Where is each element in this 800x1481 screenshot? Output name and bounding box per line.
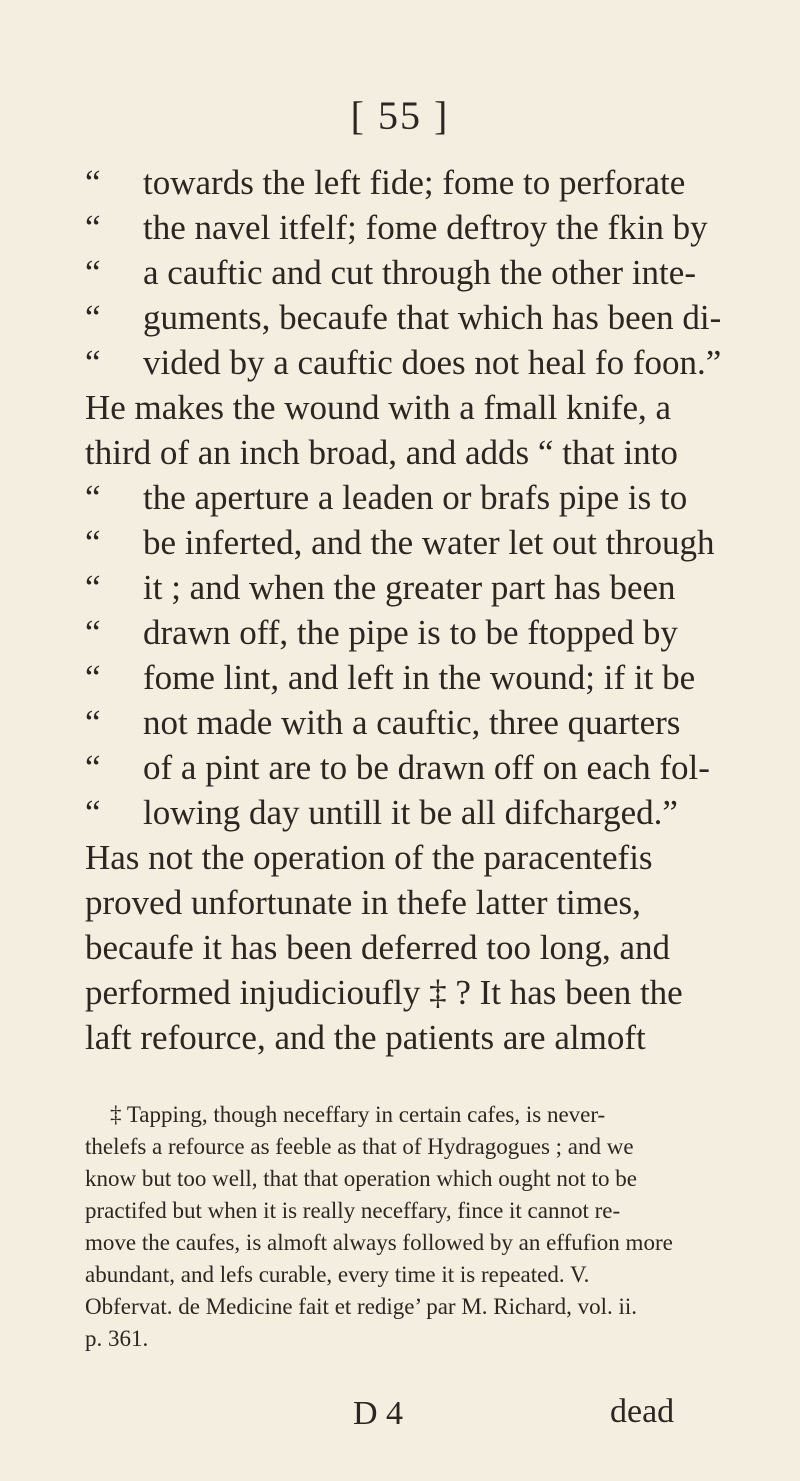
quote-mark: “ — [85, 208, 101, 247]
body-line — [85, 836, 653, 880]
quote-mark: “ — [85, 343, 101, 382]
body-line-text: the aperture a leaden or brafs pipe is to — [143, 478, 688, 517]
body-line — [85, 701, 680, 745]
page-number-header: [ 55 ] — [350, 93, 450, 138]
quote-mark: “ — [85, 613, 101, 652]
body-line-text: proved unfortunate in thefe latter times, — [85, 883, 641, 922]
body-line-text: towards the left fide; fome to perforate — [143, 163, 686, 202]
body-line — [85, 341, 721, 385]
body-line — [85, 971, 683, 1015]
body-line — [85, 296, 721, 340]
body-line — [85, 881, 641, 925]
footnote-line: Obfervat. de Medicine fait et redige’ par M. Richard, vol. ii. — [85, 1294, 638, 1319]
body-line-text: lowing day untill it be all difcharged.” — [143, 793, 678, 832]
body-line — [85, 746, 710, 790]
body-line — [85, 161, 685, 205]
body-line — [85, 566, 676, 610]
body-line — [85, 476, 687, 520]
body-line-text: be inferted, and the water let out through — [143, 523, 715, 562]
body-line-text: a cauftic and cut through the other inte- — [143, 253, 696, 292]
body-line-text: of a pint are to be drawn off on each fol- — [143, 748, 710, 787]
footnote-line: p. 361. — [85, 1326, 149, 1351]
body-line — [85, 386, 671, 430]
quote-mark: “ — [85, 523, 101, 562]
quote-mark: “ — [85, 253, 101, 292]
quote-mark: “ — [85, 793, 101, 832]
body-line-text: Has not the operation of the paracentefis — [85, 838, 653, 877]
body-line-text: performed injudicioufly ‡ ? It has been the — [85, 973, 683, 1012]
body-line-text: drawn off, the pipe is to be ftopped by — [143, 613, 678, 652]
body-line — [85, 521, 714, 565]
quote-mark: “ — [85, 163, 101, 202]
body-line-text: laft refource, and the patients are almoft — [85, 1018, 646, 1057]
body-line — [85, 656, 695, 700]
footnote-line: practifed but when it is really neceffary, fince it cannot re- — [85, 1198, 621, 1223]
body-line-text: the navel itfelf; fome deftroy the fkin by — [143, 208, 708, 247]
body-line — [85, 206, 708, 250]
footnote-line: thelefs a refource as feeble as that of Hydragogues ; and we — [85, 1134, 634, 1159]
quote-mark: “ — [85, 748, 101, 787]
signature-mark: D 4 — [353, 1395, 404, 1432]
body-line-text: third of an inch broad, and adds “ that into — [85, 433, 678, 472]
body-line — [85, 611, 678, 655]
footnote-line: abundant, and lefs curable, every time it is repeated. V. — [85, 1262, 590, 1287]
quote-mark: “ — [85, 703, 101, 742]
body-line — [85, 926, 670, 970]
body-line-text: He makes the wound with a fmall knife, a — [85, 388, 672, 427]
body-line-text: vided by a cauftic does not heal fo foon.” — [143, 343, 722, 382]
body-line — [85, 431, 678, 475]
footnote-line: ‡ Tapping, though neceffary in certain cafes, is never- — [110, 1102, 606, 1127]
quote-mark: “ — [85, 478, 101, 517]
body-line — [85, 791, 678, 835]
catchword: dead — [610, 1393, 675, 1430]
quote-mark: “ — [85, 568, 101, 607]
footnote-line: know but too well, that that operation which ought not to be — [85, 1166, 637, 1191]
quote-mark: “ — [85, 298, 101, 337]
body-line — [85, 1016, 646, 1060]
body-line-text: fome lint, and left in the wound; if it be — [143, 658, 696, 697]
footnote-line: move the caufes, is almoft always followed by an effufion more — [85, 1230, 673, 1255]
body-line-text: guments, becaufe that which has been di- — [143, 298, 722, 337]
body-line-text: not made with a cauftic, three quarters — [143, 703, 681, 742]
body-line-text: it ; and when the greater part has been — [143, 568, 676, 607]
body-line — [85, 251, 696, 295]
body-line-text: becaufe it has been deferred too long, and — [85, 928, 671, 967]
quote-mark: “ — [85, 658, 101, 697]
